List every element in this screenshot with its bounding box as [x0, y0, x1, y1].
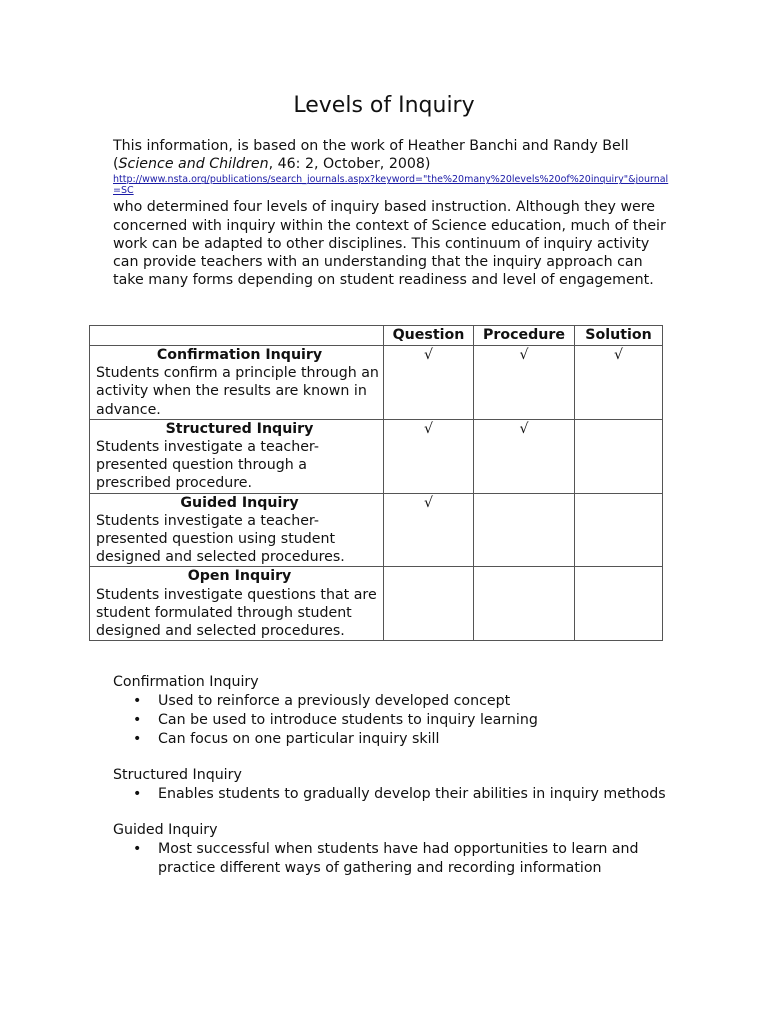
check-mark: √: [575, 346, 663, 420]
bullet-list: [113, 785, 673, 804]
level-cell: [90, 419, 384, 493]
level-cell: [90, 567, 384, 641]
citation-journal: Science and Children: [118, 156, 269, 173]
intro-paragraph: [113, 137, 673, 289]
list-item: [113, 711, 673, 730]
table-header-row: [90, 326, 663, 346]
citation-open: (: [113, 156, 119, 173]
header-blank: [90, 326, 384, 346]
bullet-icon: •: [133, 786, 142, 802]
check-mark: √: [384, 419, 474, 493]
check-mark: [384, 567, 474, 641]
level-description: Students confirm a principle through an activity when the results are known in advance.: [96, 365, 379, 418]
check-mark: √: [384, 493, 474, 567]
inquiry-notes: [113, 673, 673, 895]
check-mark: [474, 493, 575, 567]
intro-body: who determined four levels of inquiry based instruction. Although they were concerned with inquiry within the context of Science education, much of their work can be adapted to other disciplines. This continuum of inquiry activity can provide teachers with an understanding that the inquiry approach can take many forms depending on student readiness and level of engagement.: [113, 199, 666, 289]
check-mark: √: [474, 419, 575, 493]
bullet-icon: •: [133, 731, 142, 747]
list-item-text: Used to reinforce a previously developed concept: [158, 693, 511, 709]
section-title: Guided Inquiry: [113, 822, 218, 838]
list-item-text: Most successful when students have had opportunities to learn and practice different ways of gathering and recording information: [158, 841, 639, 876]
levels-table: [89, 325, 663, 641]
check-mark: √: [474, 346, 575, 420]
level-name: Structured Inquiry: [165, 420, 314, 437]
table-row: [90, 346, 663, 420]
bullet-icon: •: [133, 693, 142, 709]
bullet-icon: •: [133, 841, 142, 857]
list-item: [113, 692, 673, 711]
bullet-icon: •: [133, 712, 142, 728]
level-description: Students investigate questions that are student formulated through student designed and selected procedures.: [96, 586, 377, 640]
section-title: Structured Inquiry: [113, 767, 242, 783]
header-procedure: Procedure: [474, 326, 575, 346]
check-mark: [575, 567, 663, 641]
level-cell: [90, 493, 384, 567]
table-row: [90, 567, 663, 641]
source-link[interactable]: http://www.nsta.org/publications/search_journals.aspx?keyword="the%20many%20levels%20of%20inquiry"&journal=SC: [113, 174, 669, 197]
list-item: [113, 730, 673, 749]
level-name: Confirmation Inquiry: [156, 347, 323, 363]
list-item: [113, 840, 673, 878]
citation: [113, 155, 673, 173]
intro-line: This information, is based on the work of Heather Banchi and Randy Bell: [113, 138, 629, 154]
header-solution: Solution: [575, 326, 663, 346]
level-cell: [90, 346, 384, 420]
table-row: [90, 419, 663, 493]
citation-details: , 46: 2, October, 2008): [268, 156, 431, 173]
level-name: Open Inquiry: [187, 568, 292, 585]
level-name: Guided Inquiry: [180, 494, 299, 511]
section-title: Confirmation Inquiry: [113, 674, 259, 690]
list-item-text: Enables students to gradually develop their abilities in inquiry methods: [158, 786, 666, 802]
level-description: Students investigate a teacher-presented question through a prescribed procedure.: [96, 439, 319, 492]
bullet-list: [113, 692, 673, 749]
check-mark: [575, 493, 663, 567]
list-item: [113, 785, 673, 804]
list-item-text: Can focus on one particular inquiry skill: [158, 731, 440, 747]
level-description: Students investigate a teacher-presented question using student designed and selected procedures.: [96, 512, 345, 566]
bullet-list: [113, 840, 673, 878]
check-mark: [575, 419, 663, 493]
list-item-text: Can be used to introduce students to inquiry learning: [158, 712, 538, 728]
check-mark: √: [384, 346, 474, 420]
header-question: Question: [384, 326, 474, 346]
table-row: [90, 493, 663, 567]
check-mark: [474, 567, 575, 641]
page-title: Levels of Inquiry: [293, 93, 475, 118]
